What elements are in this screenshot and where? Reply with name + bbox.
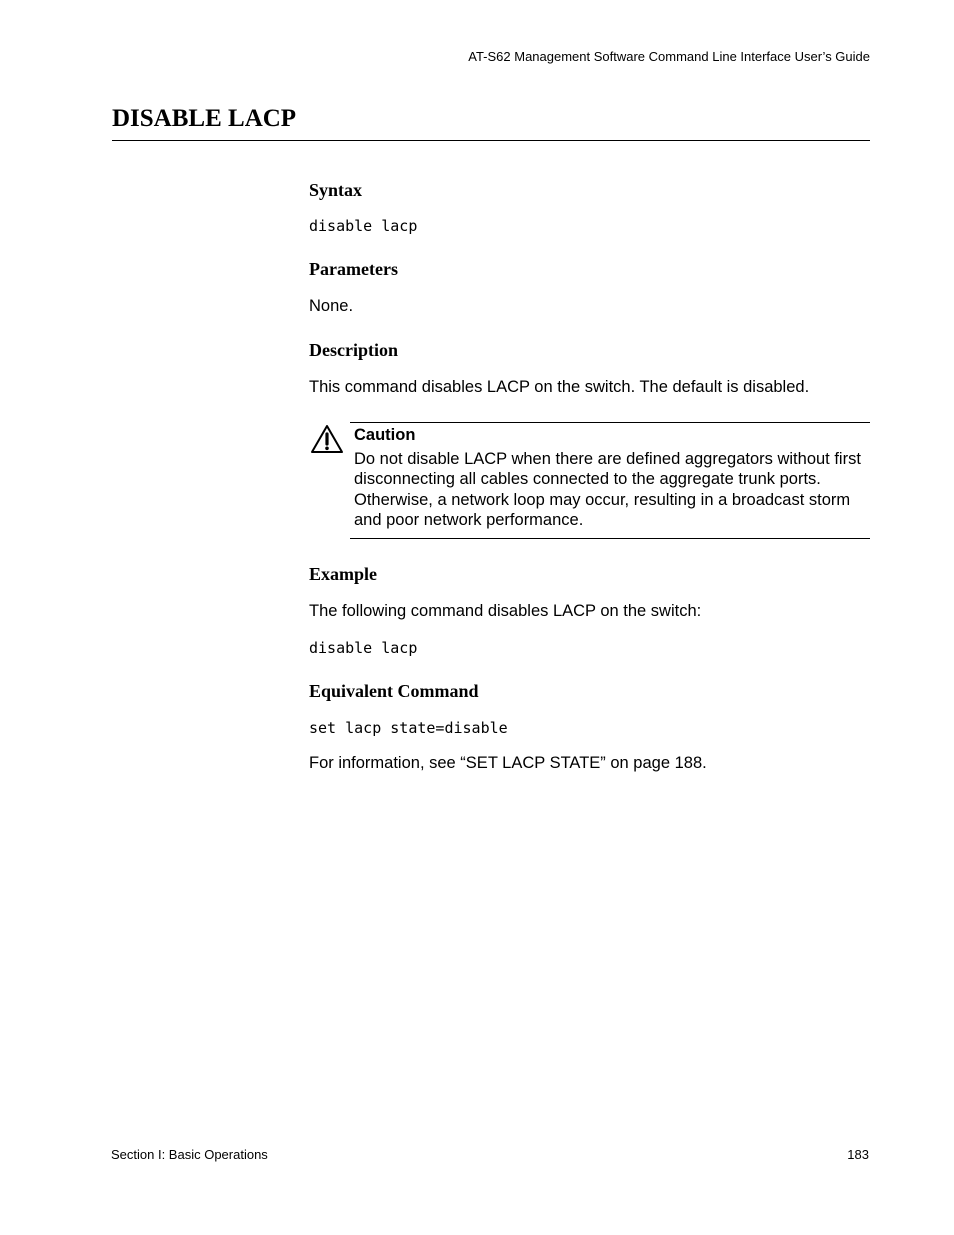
example-heading: Example bbox=[309, 564, 378, 584]
warning-triangle-icon bbox=[310, 424, 344, 454]
caution-text: Do not disable LACP when there are defined aggregators without first disconnecting all cables connected to the aggregate trunk ports. Otherwise, a network loop may occur, resulting in a broadcast storm and poor network performance. bbox=[354, 450, 861, 529]
parameters-text: None. bbox=[309, 297, 354, 315]
example-text: The following command disables LACP on the switch: bbox=[309, 602, 702, 620]
example-code: disable lacp bbox=[309, 639, 418, 657]
caution-top-rule bbox=[350, 422, 870, 423]
footer-page-number: 183 bbox=[847, 1147, 869, 1162]
description-heading: Description bbox=[309, 340, 398, 360]
title-divider bbox=[112, 140, 870, 141]
syntax-code: disable lacp bbox=[309, 217, 418, 235]
page-title: DISABLE LACP bbox=[112, 105, 297, 132]
equivalent-heading: Equivalent Command bbox=[309, 681, 479, 701]
syntax-heading: Syntax bbox=[309, 180, 363, 200]
running-header: AT-S62 Management Software Command Line Interface User’s Guide bbox=[468, 49, 870, 64]
equivalent-code: set lacp state=disable bbox=[309, 719, 508, 737]
footer-section: Section I: Basic Operations bbox=[111, 1147, 268, 1162]
caution-bottom-rule bbox=[350, 538, 870, 539]
parameters-heading: Parameters bbox=[309, 259, 398, 279]
equivalent-reference-text: For information, see “SET LACP STATE” on page 188. bbox=[309, 754, 707, 772]
description-text: This command disables LACP on the switch. The default is disabled. bbox=[309, 378, 810, 396]
caution-title: Caution bbox=[354, 426, 416, 444]
